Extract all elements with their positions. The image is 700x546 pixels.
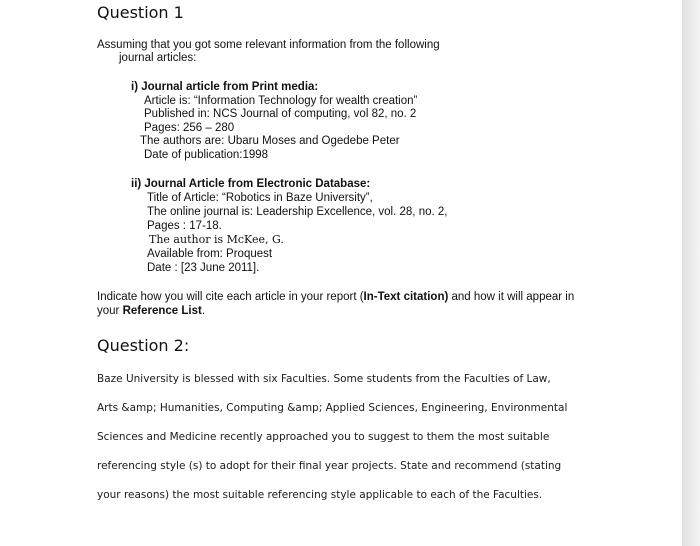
question-2-title: Question 2: [97,336,190,355]
article-1-line: Published in: NCS Journal of computing, vol 82, no. 2 [144,108,417,120]
article-2-line: Pages : 17-18. [147,220,222,232]
article-2-line: Title of Article: “Robotics in Baze University”, [147,192,373,204]
question-2-line: Arts &amp; Humanities, Computing &amp; Applied Sciences, Engineering, Environmental [97,402,568,414]
article-2-line: Date : [23 June 2011]. [147,262,260,274]
article-1-line: Date of publication:1998 [144,149,269,161]
instruction-line-1 [97,290,574,304]
article-1-line: Pages: 256 – 280 [144,122,235,134]
instruction-text: and how it will appear in [448,291,575,303]
article-1-heading: i) Journal article from Print media: [131,81,319,93]
question-1-intro-line-2: journal articles: [119,52,197,64]
article-2-line: The author is McKee, G. [149,233,284,246]
question-1-title: Question 1 [97,3,184,22]
instruction-text: . [201,305,206,317]
question-2-line: referencing style (s) to adopt for their final year projects. State and recommend (stating [97,460,562,472]
article-2-heading: ii) Journal Article from Electronic Database: [131,178,371,190]
question-2-line: Sciences and Medicine recently approached you to suggest to them the most suitable [97,431,550,443]
article-2-line: The online journal is: Leadership Excellence, vol. 28, no. 2, [147,206,448,218]
instruction-emphasis: In-Text citation) [363,291,449,303]
question-1-intro-line-1: Assuming that you got some relevant information from the following [97,39,440,51]
question-2-line: your reasons) the most suitable referencing style applicable to each of the Faculties. [97,489,543,501]
article-1-line: The authors are: Ubaru Moses and Ogedebe Peter [140,135,400,147]
page-edge-shadow [682,0,700,546]
article-2-line: Available from: Proquest [147,248,273,260]
instruction-text: your [97,305,123,317]
instruction-text: Indicate how you will cite each article in your report ( [97,291,364,303]
instruction-emphasis: Reference List [122,305,202,317]
instruction-line-2 [97,304,205,318]
article-1-line: Article is: “Information Technology for wealth creation” [144,95,418,107]
question-2-line: Baze University is blessed with six Faculties. Some students from the Faculties of Law, [97,373,551,385]
